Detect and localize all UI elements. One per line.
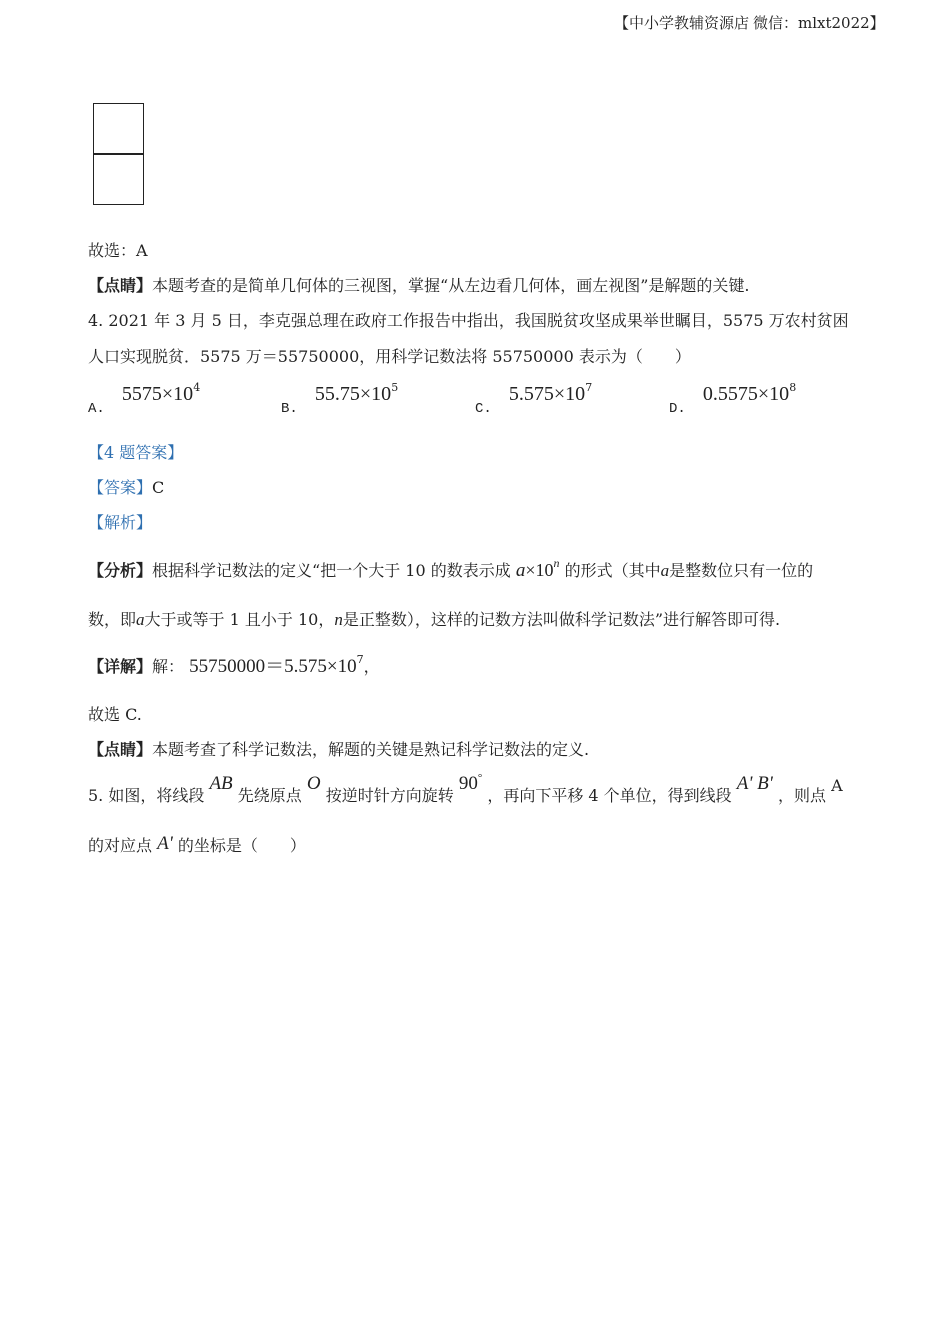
fenxi-tag: 【分析】 xyxy=(88,561,153,580)
option-times: ×10 xyxy=(757,383,790,405)
q4-comment-text: 本题考查了科学记数法，解题的关键是熟记科学记数法的定义. xyxy=(152,740,590,759)
option-mantissa: 5.575 xyxy=(508,383,554,405)
q5-text-5: ，则点 xyxy=(777,786,826,805)
q3-comment-tag: 【点睛】 xyxy=(88,276,153,295)
q5-origin-o: O xyxy=(306,773,321,794)
q5-point-a: A xyxy=(831,776,843,795)
q5-point-a1: A' xyxy=(157,833,173,854)
q4-option-b xyxy=(281,381,399,417)
fenxi-var-a2: a xyxy=(660,561,670,580)
q5-segment-ab: AB xyxy=(209,773,233,794)
q4-choice: 故选 C. xyxy=(88,705,142,724)
fenxi-line2-n: n xyxy=(334,610,343,629)
fenxi-text-a: 根据科学记数法的定义“把一个大于 10 的数表示成 xyxy=(152,561,511,580)
option-exponent: 4 xyxy=(193,381,201,394)
q4-answer-header: 【4 题答案】 xyxy=(88,443,184,462)
q4-comment xyxy=(88,740,589,760)
fenxi-line2-var: a xyxy=(136,610,145,629)
fenxi-line2-a: 数，即 xyxy=(88,610,137,629)
option-label: B. xyxy=(281,401,298,417)
fenxi-text-c: 是整数位只有一位的 xyxy=(669,561,814,580)
q5-text-4: ，再向下平移 4 个单位，得到线段 xyxy=(487,786,732,805)
answer-value: C xyxy=(152,478,165,497)
q4-stem-line1: 4. 2021 年 3 月 5 日，李克强总理在政府工作报告中指出，我国脱贫攻坚成果举世瞩目，5575 万农村贫困 xyxy=(88,311,849,330)
option-times: ×10 xyxy=(161,383,194,405)
fenxi-exp-n: n xyxy=(553,556,560,570)
q5-degree-sign: ° xyxy=(477,772,483,784)
q4-comment-tag: 【点睛】 xyxy=(88,740,153,759)
fenxi-var-a: a xyxy=(515,560,526,581)
q5-text-3: 按逆时针方向旋转 xyxy=(325,786,454,805)
answer-tag: 【答案】 xyxy=(88,478,153,497)
q5-line2-a: 的对应点 xyxy=(88,836,153,855)
figure-bottom-square xyxy=(93,153,144,205)
q5-segment-a1b1: A' B' xyxy=(736,773,773,794)
detail-math: 55750000＝5.575×10 xyxy=(189,656,357,677)
option-exponent: 5 xyxy=(391,381,399,394)
q4-option-c xyxy=(475,381,593,417)
detail-exponent: 7 xyxy=(356,653,364,666)
q4-detail xyxy=(88,653,380,679)
fenxi-times: ×10 xyxy=(525,560,554,580)
option-label: C. xyxy=(475,401,492,417)
detail-tag: 【详解】 xyxy=(88,657,153,676)
q3-comment xyxy=(88,276,749,296)
q5-line2-b: 的坐标是（ ） xyxy=(177,836,306,855)
option-exponent: 8 xyxy=(789,381,797,394)
option-label: A. xyxy=(88,401,105,417)
q5-stem-line1 xyxy=(88,772,843,808)
option-mantissa: 0.5575 xyxy=(702,383,758,405)
fenxi-line2-b: 大于或等于 1 且小于 10， xyxy=(144,610,335,629)
fenxi-line2-c: 是正整数），这样的记数方法叫做科学记数法”进行解答即可得. xyxy=(342,610,781,629)
q3-comment-text: 本题考查的是简单几何体的三视图，掌握“从左边看几何体，画左视图”是解题的关键. xyxy=(152,276,750,295)
detail-suffix: ， xyxy=(363,657,380,676)
q5-angle xyxy=(459,773,482,794)
option-mantissa: 55.75 xyxy=(314,383,360,405)
q4-fenxi-line2 xyxy=(88,610,780,630)
figure-top-square xyxy=(93,103,144,155)
q4-fenxi-line1 xyxy=(88,556,814,582)
header-shop-label: 【中小学教辅资源店 xyxy=(614,14,750,32)
option-mantissa: 5575 xyxy=(121,383,162,405)
q4-answer xyxy=(88,478,164,498)
option-times: ×10 xyxy=(359,383,392,405)
q4-option-a xyxy=(88,381,201,417)
q5-text-2: 先绕原点 xyxy=(237,786,302,805)
q5-stem-line2 xyxy=(88,833,306,856)
q4-analysis-tag: 【解析】 xyxy=(88,513,153,532)
detail-prefix: 解： xyxy=(152,657,185,676)
fenxi-text-b: 的形式（其中 xyxy=(564,561,661,580)
header-wechat-label: 微信：mlxt2022】 xyxy=(753,14,885,32)
option-times: ×10 xyxy=(553,383,586,405)
option-exponent: 7 xyxy=(585,381,593,394)
q4-option-d xyxy=(669,381,797,417)
q4-stem-line2: 人口实现脱贫．5575 万＝55750000，用科学记数法将 55750000 表示为（ ） xyxy=(88,347,691,366)
option-label: D. xyxy=(669,401,686,417)
q5-text-1: 5. 如图，将线段 xyxy=(88,786,205,805)
q5-angle-value: 90 xyxy=(458,773,478,794)
q3-choice: 故选：A xyxy=(88,241,148,260)
